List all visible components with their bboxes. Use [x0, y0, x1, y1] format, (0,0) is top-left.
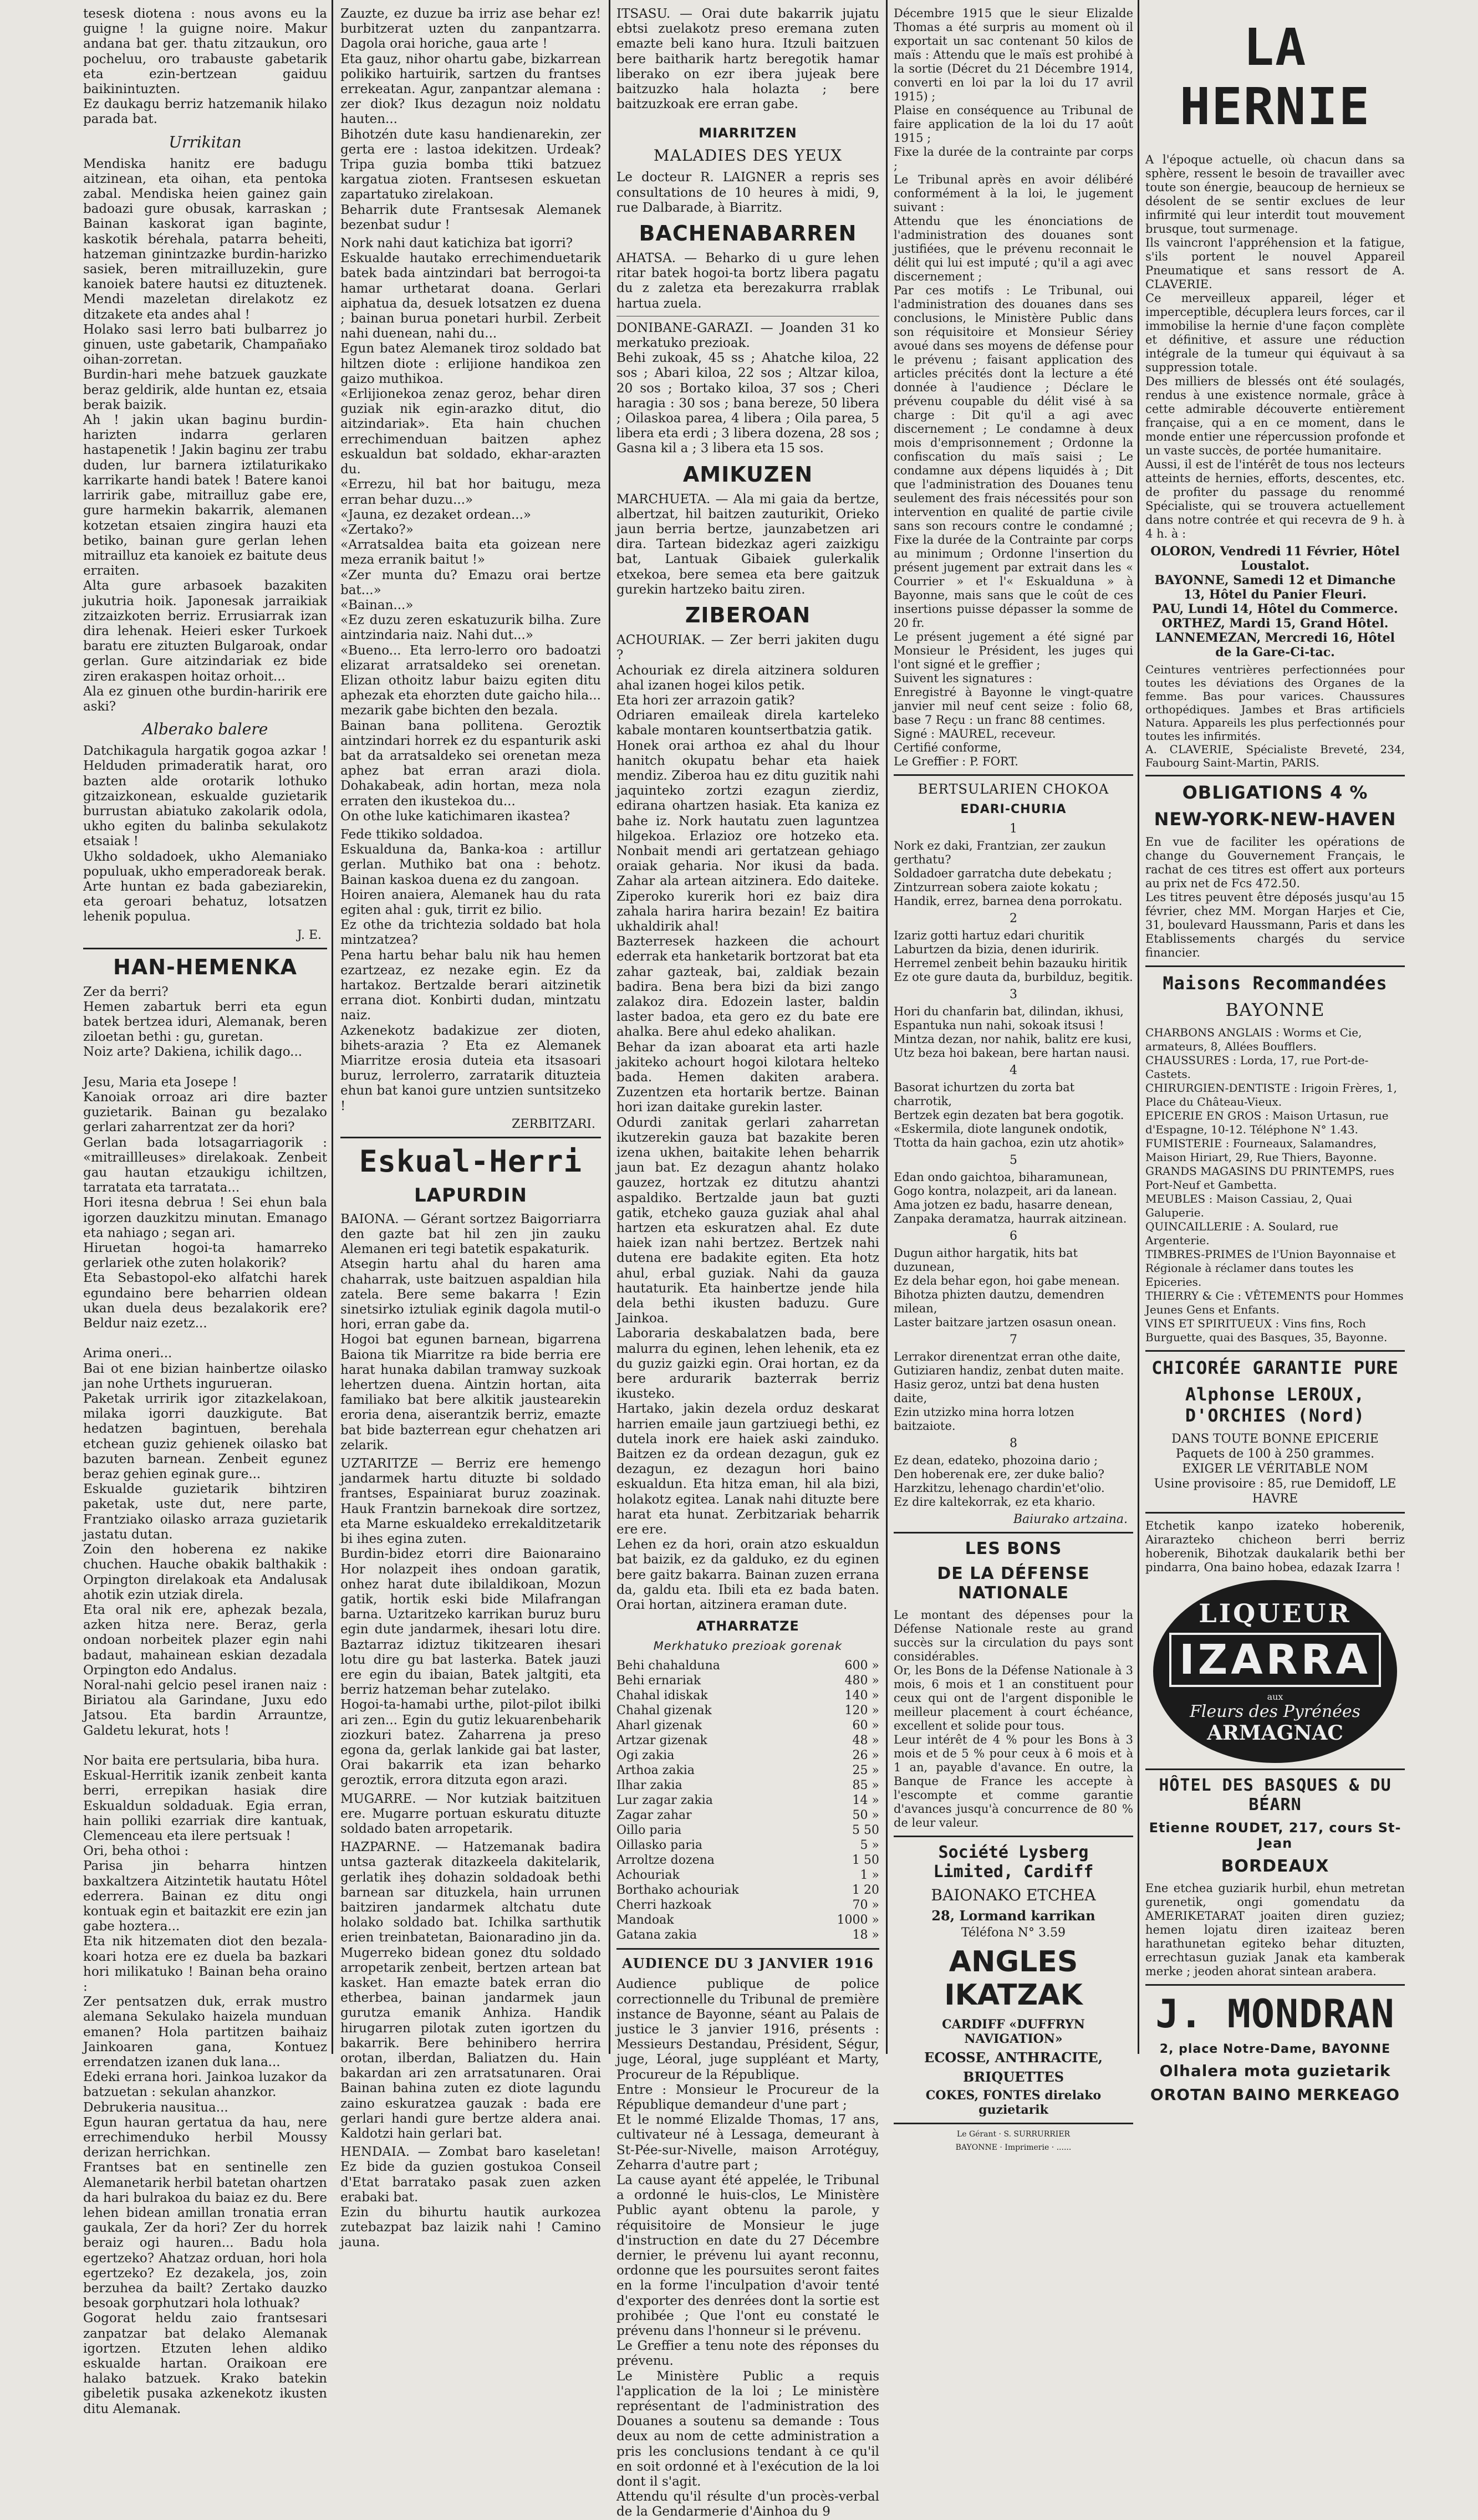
stanza-text: Hori du chanfarin bat, dilindan, ikhusi, Espantuka nun nahi, sokoak itsusi ! Mintza dezan, nor nahik, balitz ere kusi, Utz beza hoi bakean, bere hartan nausi.	[894, 1005, 1132, 1060]
price-value: 1 50	[852, 1853, 879, 1868]
section-subtitle: MIARRITZEN	[699, 125, 797, 141]
price-row	[616, 1763, 879, 1778]
directory-item: CHARBONS ANGLAIS : Worms et Cie, armateurs, 8, Allées Boufflers.	[1145, 1026, 1362, 1053]
section-title: AUDIENCE DU 3 JANVIER 1916	[622, 1955, 874, 1972]
price-value: 120 »	[844, 1704, 879, 1718]
directory-item: THIERRY & Cie : VÊTEMENTS pour Hommes Jeunes Gens et Enfants.	[1145, 1289, 1404, 1316]
ad-title: Société Lysberg Limited, Cardiff	[933, 1843, 1094, 1882]
ad-title: NEW-YORK-NEW-HAVEN	[1154, 809, 1397, 830]
stanza-number: 4	[1010, 1064, 1017, 1077]
divider	[894, 1532, 1133, 1534]
price-value: 140 »	[844, 1689, 879, 1703]
price-label: Oillo paria	[616, 1823, 682, 1838]
price-label: Zagar zahar	[616, 1808, 692, 1823]
article-text: Le docteur R. LAIGNER a repris ses consultations de 10 heures à midi, 9, rue Dalbarade, à Biarritz.	[616, 170, 879, 215]
article-text: Zauzte, ez duzue ba irriz ase behar ez! burbitzerat uzten du zanpantzarra. Dagola orai horiche, gaua arte ! Eta gauz, nihor ohartu gabe, bizkarrean polikiko hartuirik, sartzen du frantses errekeatan. Agur, zanpantzar alemana : zer diok? Ikus dezagun noiz noldatu hauten... Bihotzén dute kasu handienarekin, zer gerta ere : lastoa idekitzen. Urdeak? Tripa guzia bomba ttiki batzuez kargatua zioten. Frantsesen eskuetan zapartatuko zirelakoan. Beharrik dute Frantsesak Alemanek bezenbat sudur !	[340, 7, 601, 232]
section-title: BERTSULARIEN CHOKOA	[918, 781, 1109, 797]
article-text: BAIONA. — Gérant sortzez Baigorriarra den gazte bat hil zen jin zauku Alemanen eri tegi batetik espakaturik. Atsegin hartu ahal du haren ama chaharrak, uste baitzuen aspaldian hila zatela. Bere seme bakarra ! Ezin sinetsirko iztuliak eginik dagola mutil-o hori, erran gabe da. Hogoi bat egunen barnean, bigarrena Baiona tik Miarritze ra bide berria ere harat hunaka dabilan tramway suzkoak lehertzen duena. Aintzin hortan, aita familiako bat bere alkitik jaustearekin eroria dena, aiserantzik berriz, emazte bat bide bazterrean egur chehatzen ari zelarik.	[340, 1212, 601, 1453]
article-text: DONIBANE-GARAZI. — Joanden 31 ko merkatuko prezioak. Behi zukoak, 45 ss ; Ahatche kiloa, 22 sos ; Abari kiloa, 22 sos ; Altzar kiloa, 20 sos ; Bortako kiloa, 37 sos ; Cheri haragia : 30 sos ; bana bereze, 50 libera ; Oilaskoa parea, 4 libera ; Oila parea, 5 libera eta erdi ; 3 libera dozena, 28 sos ; Gasna kil a ; 3 libera eta 15 sos.	[616, 320, 879, 456]
price-label: Chahal gizenak	[616, 1704, 712, 1718]
price-value: 26 »	[852, 1749, 879, 1763]
column-rule	[609, 0, 610, 2054]
divider	[894, 2123, 1133, 2124]
article-text: Fede ttikiko soldadoa. Eskualduna da, Banka-koa : artillur gerlan. Muthiko bat ona : behotz. Bainan kaskoa duena ez du zangoan. Hoiren anaiera, Alemanek hau du rata egiten ahal : guk, tirrit ez bilio. Ez othe da trichtezia soldado bat hola mintzatzea? Pena hartu behar balu nik hau hemen ezartzeaz, ez nezake egin. Ez da hartakoz. Bertzalde berari aitzinetik errana diot. Konbirti dudan, mintzatu naiz. Azkenekotz badakizue zer dioten, bihets-araziа ? Eta ez Alemanek Miarritze erosia duteiа eta itsasoari buruz, lerrolerro, zarratarik dituzteiа ehun bat kanoi gure untzien suntsitzeko !	[340, 827, 601, 1113]
price-label: Artzar gizenak	[616, 1734, 707, 1748]
divider	[894, 1836, 1133, 1837]
ad-line: BRIQUETTES	[962, 2069, 1064, 2085]
price-value: 1000 »	[837, 1913, 879, 1928]
stanza-number: 7	[1010, 1333, 1017, 1347]
article-text: Audience publique de police correctionnelle du Tribunal de première instance de Bayonne, séant au Palais de justice le 3 janvier 1916, présents : Messieurs Destandau, Président, Ségur, juge, Léoral, juge suppléant et Marty, Procureur de la République. Entre : Monsieur le Procureur de la République demandeur d'une part ; Et le nommé Elizalde Thomas, 17 ans, cultivateur né à Lessaga, demeurant à St-Pée-sur-Nivelle, maison Arrotéguy, Zeharra d'autre part ; La cause ayant été appelée, le Tribunal a ordonné le huis-clos, Le Ministère Public ayant obtenu la parole, y réquisitoire de Monsieur le juge d'instruction en date du 27 Décembre dernier, le prévenu lui ayant reconnu, ordonne que les poursuites seront faites en la forme l'inculpation d'avoir tenté d'exporter des denrées dont la sortie est prohibée ; Que l'ont eu constaté le prévenu dans l'honneur si le prévenu. Le Greffier a tenu note des réponses du prévenu. Le Ministère Public a requis l'application de la loi ; Le ministère représentant de l'administration des Douanes a soutenu sa demande : Tous deux au nom de cette administration a pris les conclusions tendant à ce qu'il en soit ordonné et à l'exécution de la loi dont il s'agit. Attendu qu'il résulte d'un procès-verbal de la Gendarmerie d'Ainhoa du 9	[616, 1977, 879, 2519]
stanza-text: Edan ondo gaichtoa, biharamunean, Gogo kontra, nolazpeit, ari da lanean. Ama jotzen ez badu, hasarre denean, Zanpaka deramatza, haurrak aitzinean.	[894, 1170, 1127, 1225]
article-text: AHATSA. — Beharko di u gure lehen ritar batek hogoi-ta bortz libera pagatu du z zaletza eta berezakurra rrablak hartua zuela.	[616, 251, 879, 311]
divider	[1145, 1350, 1405, 1352]
ad-title: DE LA DÉFENSE NATIONALE	[937, 1564, 1090, 1603]
imprint: BAYONNE · Imprimerie · ......	[955, 2143, 1072, 2152]
column-2	[340, 7, 601, 2250]
ad-text: En vue de faciliter les opérations de change du Gouvernement Français, le rachat de ces titres est offert aux porteurs au prix net de Fcs 472.50. Les titres peuvent être déposés jusqu'au 15 février, chez MM. Morgan Harjes et Cie, 31, boulevard Haussmann, Paris et dans les Etablissements chargés du service financier.	[1145, 835, 1405, 959]
ad-text: Etchetik kanpo izateko hoberenik, Airarazteko chicheon berri berriz hoberenik, Bihotzak daukalarik bethi ber pindarra, Ona baino hobea, edazak Izarra !	[1145, 1519, 1405, 1574]
price-row	[616, 1838, 879, 1853]
price-value: 48 »	[852, 1734, 879, 1748]
section-title: BACHENABARREN	[639, 221, 857, 246]
stanza-number: 8	[1010, 1437, 1017, 1450]
divider	[340, 1137, 601, 1138]
divider	[616, 1948, 879, 1950]
logo-text: IZARRA	[1169, 1633, 1381, 1687]
section-title: MALADIES DES YEUX	[653, 146, 843, 165]
price-row	[616, 1658, 879, 1673]
price-row	[616, 1718, 879, 1733]
price-row	[616, 1868, 879, 1883]
price-row	[616, 1703, 879, 1718]
price-value: 25 »	[852, 1764, 879, 1778]
price-value: 18 »	[852, 1928, 879, 1943]
column-5	[1145, 7, 1405, 2104]
price-value: 600 »	[844, 1659, 879, 1673]
signature: J. E.	[297, 928, 322, 942]
price-label: Behi ernariak	[616, 1674, 701, 1688]
price-label: Borthako achouriak	[616, 1883, 739, 1898]
stanza-number: 5	[1010, 1153, 1017, 1167]
ad-line: ECOSSE, ANTHRACITE,	[924, 2049, 1103, 2066]
ad-subtitle: 2, place Notre-Dame, BAYONNE	[1159, 2042, 1391, 2056]
ad-subtitle: Olhalera mota guzietarik	[1159, 2062, 1391, 2080]
price-value: 60 »	[852, 1719, 879, 1733]
ad-line: CARDIFF «DUFFRYN NAVIGATION»	[942, 2017, 1085, 2046]
stanza-text: Ez dean, edateko, phozoina dario ; Den hoberenak ere, zer duke balio? Harzkitzu, lehenago chardin'et'olio. Ez dire kaltekorrak, ez eta khario.	[894, 1454, 1105, 1509]
stanza-text: Dugun aithor hargatik, hits bat duzunean, Ez dela behar egon, hoi gabe menean. Bihotza phizten dautzu, demendren milean, Laster baitzare jartzen osasun onean.	[894, 1246, 1120, 1329]
lysberg-ad	[894, 1843, 1133, 2152]
directory-item: FUMISTERIE : Fourneaux, Salamandres, Maison Hiriart, 29, Rue Thiers, Bayonne.	[1145, 1137, 1377, 1164]
price-value: 5 50	[852, 1823, 879, 1838]
izarra-logo	[1153, 1580, 1397, 1763]
ad-text: Le montant des dépenses pour la Défense Nationale reste au grand succès sur la circulation du pays sont considérables. Or, les Bons de la Défense Nationale à 3 mois, 6 mois et 1 an constituent pour ceux qui ont de l'argent disponible le meilleur placement à court échéance, excellent et solide pour tous. Leur intérêt de 4 % pour les Bons à 3 mois et de 5 % pour ceux à 6 mois et à 1 an, payable d'avance. En outre, la Banque de France les accepte à l'escompte et comme garantie d'avances jusqu'à concurrence de 80 % de leur valeur.	[894, 1608, 1133, 1829]
directory-list	[1145, 1026, 1405, 1345]
column-4	[894, 7, 1133, 2152]
article-text: Décembre 1915 que le sieur Elizalde Thomas a été surpris au moment où il exportait un sac contenant 50 kilos de maïs : Attendu que le maïs est prohibé à la sortie (Décret du 21 Décembre 1914, converti en loi par la loi du 17 avril 1915) ; Plaise en conséquence au Tribunal de faire application de la loi du 17 août 1915 ; Fixe la durée de la contrainte par corps ; Le Tribunal après en avoir délibéré conformément à la loi, le jugement suivant : Attendu que les énonciations de l'administration des douanes sont justifiées, que le prévenu reconnait le délit qui lui est imputé ; qu'il a agi avec discernement ; Par ces motifs : Le Tribunal, oui l'administration des douanes dans ses conclusions, le Ministère Public dans son réquisitoire et Monsieur Sériey avoué dans ses moyens de défense pour le prévenu ; faisant application des articles précités dont la lecture a été donnée à l'audience ; Déclare le prévenu coupable du délit visé à sa charge : Dit qu'il a agi avec discernement ; Le condamne à deux mois d'emprisonnement ; Ordonne la confiscation du maïs saisi ; Le condamne aux dépens liquidés à ; Dit que l'administration des Douanes tenu seulement des frais nécessités pour son intervention en qualité de partie civile sans son recours contre le condamné ; Fixe la durée de la Contrainte par corps au minimum ; Ordonne l'insertion du présent jugement par extrait dans les « Courrier » et l'« Eskualduna » à Bayonne, mais sans que le coût de ces insertions puisse dépasser la somme de 20 fr. Le présent jugement a été signé par Monsieur le Président, les juges qui l'ont signé et le greffier ; Suivent les signatures : Enregistré à Bayonne le vingt-quatre janvier mil neuf cent seize : folio 68, base 7 Reçu : un franc 88 centimes. Signé : MAUREL, receveur. Certifié conforme, Le Greffier : P. FORT.	[894, 7, 1133, 768]
divider	[1145, 965, 1405, 967]
price-value: 1 »	[860, 1868, 879, 1883]
directory-item: CHIRURGIEN-DENTISTE : Irigoin Frères, 1, Place du Château-Vieux.	[1145, 1081, 1397, 1108]
price-row	[616, 1793, 879, 1808]
ad-line: COKES, FONTES direlako guzietarik	[925, 2088, 1102, 2117]
article-text: Mendiska hanitz ere badugu aitzinean, eta oihan, eta pentoka zabal. Mendiska heien gainez gain badoazi gure obusak, karraskan ; Bainan kaskorat igan baginte, kaskotik bérehala, patarra beheiti, hatzeman ginintzazke burdin-harizko sasiek, beren mitrailluzekin, gure kanoiek batere hautsi ez dituztenek. Mendi mazeletan direlakotz ez ditzakete eta andes ahal ! Holako sasi lerro bati bulbarrez jo ginuen, uste gabetarik, Champañako oihan-zorretan. Burdin-hari mehe batzuek gauzkate beraz geldirik, alde huntan ez, etsaia berak baizik. Ah ! jakin ukan baginu burdin-harizten indarra gerlaren hastapenetik ! Jakin baginu zer trabu duden, lur barnera iztilaturikako karrikarte handi batek ! Batere kanoi larririk gabe, mitrailluz gabe ere, gure harmekin bakarrik, alemanen kotzetan etsaien zingira hauzi eta betiko, bainan gure gerlan lehen mitrailluz eta kanoiek ez baitute deus erraiten. Alta gure arbasoek bazakiten jukutria hoik. Japonesak jarraikiak zitzaizkoten berriz. Errusiarrak izan dira lehenak. Heieri esker Turkoek baratu ere zituzten Bulgaroak, ondar gerlan. Gure aitzindariak ez bide ziren erakaspen hoitaz orhoit... Ala ez ginuen othe burdin-haririk ere aski?	[83, 156, 327, 714]
directory-item: TIMBRES-PRIMES de l'Union Bayonnaise et Régionale à réclamer dans toutes les Epiceries.	[1145, 1248, 1396, 1289]
ad-text: A l'époque actuelle, où chacun dans sa sphère, ressent le besoin de travailler avec toute son énergie, beaucoup de hernieux se désolent de se sentir exclues de leur infirmité qui leur interdit tout mouvement brusque, tout surmenage. Ils vaincront l'appréhension et la fatigue, s'ils portent le nouvel Appareil Pneumatique et sans ressort de A. CLAVERIE. Ce merveilleux appareil, léger et imperceptible, décuplera leurs forces, car il immobilise la hernie d'une façon complète et définitive, et assure une réduction intégrale de la tumeur qui équivaut à sa suppression totale. Des milliers de blessés ont été soulagés, rendus à une existence normale, grâce à cette admirable découverte entièrement française, qui a en ce moment, dans le monde entier une répercussion profonde et un vaste succès, de portée humanitaire. Aussi, il est de l'intérêt de tous nos lecteurs atteints de hernies, efforts, descentes, etc. de profiter du passage du renommé Spécialiste, qui se trouvera actuellement dans notre contrée et qui recevra de 9 h. à 4 h. à :	[1145, 153, 1405, 540]
ad-text: Ene etchea guziarik hurbil, ehun metretan gurenetik, ongi gomendatu da AMERIKETARAT joaiten diren guziez; hemen lojatu diren izaiteaz beren harathunetan egiteko behar dituzten, errechtasun guziak Janak eta kamberak merke ; jeoden ahorat sintean arabera.	[1145, 1882, 1405, 1978]
section-subtitle: ATHARRATZE	[696, 1618, 799, 1634]
ad-text: DANS TOUTE BONNE EPICERIE Paquets de 100 à 250 grammes. EXIGER LE VÉRITABLE NOM Usine provisoire : 85, rue Demidoff, LE HAVRE	[1154, 1432, 1397, 1506]
divider	[894, 774, 1133, 776]
price-label: Ogi zakia	[616, 1749, 675, 1763]
column-rule	[886, 0, 888, 2054]
stanza-text: Lerrakor direnentzat erran othe daite, Gutiziaren handiz, zenbat duten maite. Hasiz geroz, untzi bat dena husten daite, Ezin utzizko mina horra lotzen baitzaiote.	[894, 1350, 1124, 1433]
price-label: Achouriak	[616, 1868, 680, 1883]
article-text: tesesk diotena : nous avons eu la guigne ! la guigne noire. Makur andana bat ger. thatu zitzaukun, oro pocheluu, oro trabauste gabetarik eta ezin-bertzean gaiduu baikinintuzten. Ez daukagu berriz hatzemanik hilako parada bat.	[83, 7, 327, 127]
price-label: Ilhar zakia	[616, 1778, 682, 1793]
price-label: Arthoa zakia	[616, 1764, 695, 1778]
ad-title: HÔTEL DES BASQUES & DU BÉARN	[1159, 1776, 1392, 1814]
divider	[1145, 775, 1405, 776]
price-row	[616, 1673, 879, 1688]
price-label: Cherri hazkoak	[616, 1898, 711, 1913]
price-value: 1 20	[852, 1883, 879, 1898]
price-label: Arroltze dozena	[616, 1853, 715, 1868]
price-row	[616, 1748, 879, 1763]
article-text: MUGARRE. — Nor kutziak baitzituen ere. Mugarre portuan eskuratu dituzte soldado baten arropetarik.	[340, 1791, 601, 1836]
section-subtitle: LAPURDIN	[414, 1184, 527, 1207]
directory-item: EPICERIE EN GROS : Maison Urtasun, rue d'Espagne, 10-12. Téléphone N° 1.43.	[1145, 1109, 1389, 1136]
ad-subtitle: BAIONAKO ETCHEA	[931, 1886, 1096, 1904]
ad-title: LES BONS	[965, 1539, 1062, 1558]
stanza-text: Nork ez daki, Frantzian, zer zaukun gerthatu? Soldadoer garratcha dute debekatu ; Zintzurrean sobera zaiote kokatu ; Handik, errez, barnea dena porrokatu.	[894, 839, 1123, 908]
ad-title: OBLIGATIONS 4 %	[1182, 782, 1368, 803]
logo-text: LIQUEUR	[1199, 1598, 1352, 1628]
price-value: 5 »	[860, 1838, 879, 1853]
ad-title: Alphonse LEROUX, D'ORCHIES (Nord)	[1185, 1384, 1365, 1426]
price-label: Mandoak	[616, 1913, 674, 1928]
article-text: Zer da berri? Hemen zabartuk berri eta egun batek bertzea iduri, Alemanak, beren ziloetan bethi : gu, guretan. Noiz arte? Dakiena, ichilik dago... Jesu, Maria eta Josepe ! Kanoiak orroaz ari dire bazter guzietarik. Bainan gu bezalako gerlari zaharrentzat zer da hori? Gerlan bada lotsagarriagorik : «mitraillleuses» direlakoak. Zenbeit gau hautan etzaukigu ichiltzen, tarratata eta tarratata... Hori itesna debrua ! Sei ehun bala igorzen dauzkitzu minutan. Emanago eta nahiago ; segan ari. Hiruetan hogoi-ta hamarreko gerlariek othe zuten holakorik? Eta Sebastopol-eko alfatchi harek egundaino bere beharrien oldean ukan duela deus bezalakorik ere? Beldur naiz ezetz... Arima oneri... Bai ot ene bizian hainbertze oilasko jan nohe Urthets ingurueran. Paketak urririk igor zitazkelakoan, milaka igorri dauzkigute. Bat hedatzen bagintuen, berehala etchean guziz gehienek oilasko bat bazuten barnean. Zenbeit egunez beraz gehien eginak gure... Eskualde guzietarik bihtziren paketak, uste dut, nere parte, Frantziako oilasko arraza guzietarik jastatu dutan. Zoin den hoberena ez nakike chuchen. Hauche obakik balthakik : Orpington direlakoak eta Andalusak ahotik ezin utziak direla. Eta oral nik ere, aphezak bezala, azken hitza nere. Beraz, gerla ondoan norbeitek plazer egin nahi badaut, mahainean eskian dezadala Orpington edo Andalus. Noral-nahi gelcio pesel iranen naiz : Biriatou ala Garindane, Juxu edo Jatsou. Eta bardin Arrauntze, Galdetu lekurat, hots ! Nor baita ere pertsularia, biba hura. Eskual-Herritik izanik zenbeit kanta berri, errepikan hasiak dire Eskualdun soldaduak. Egia erran, hain polliki ezarriak dire kantuak, Clemenceau eta ilere pertsuak ! Ori, beha othoi : Parisa jin beharra hintzen baxkaltzera Aitzintetik hautatu Hôtel ederrera. Bainan ez ditu ongi kontuak egin et baitazkit ere ezin jan gabe hoztera... Eta nik hitzematen diot den bezala-koari hotza ere ez duela ba bazkari hori milikatuko ! Bainan beha oraino : Zer pentsatzen duk, errak mustro alemana Sekulako haizela munduan emanen? Hola partitzen baihaiz Jainkoaren gana, Kontuez errendatzen izanen duk lana... Edeki errana hori. Jainkoa luzakor da batzuetan : sekulan ahanzkor. Debrukeria nausitua... Egun hauran gertatua da hau, nere errechimenduko herbil Moussy derizan herrichkan. Frantses bat en sentinelle zen Alemanetarik herbil batetan ohartzen da hari bulrakoa du baiaz ez du. Bere lehen bidean amillan tronatia erran gaukala, Zer da hori? Zer du horrek beraiz ogi hauren... Badu hola egertzeko? Ahatzaz orduan, hori hola egertzeko? Ez dezakela, jos, zoin berzuhea da bailt? Zertako dauzko besoak gorphutzari hola lothuak? Gogorat heldu zaio frantsesari zanpatzar bat delako Alemanak igortzen. Etzuten lehen aldiko eskualde hartan. Oraikoan ere halako batzuek. Krako batekin gibeletik pusaka azkenekotz ikusten ditu Alemanak.	[83, 984, 327, 2416]
directory-item: VINS ET SPIRITUEUX : Vins fins, Roch Burguette, quai des Basques, 35, Bayonne.	[1145, 1317, 1388, 1344]
column-rule	[1138, 0, 1139, 2054]
article-text: Nork nahi daut katichiza bat igorri? Eskualde hautako errechimenduetarik batek bada aintzindari bat berrogoi-ta hamar urthetarat doana. Gerlari aiphatua da, desuek lotsatzen ez duena ; bainan burua ponetari hurbil. Zerbeit nahi duenean, nahi du... Egun batez Alemanek tiroz soldado bat hiltzen diote : erlijione handikoa zen gaizo muthikoa. «Erlijionekoa zenaz geroz, behar diren guziak nik egin-arazko ditut, dio aitzindariak». Eta hain chuchen errechimenduan baitzen aphez eskualdun bat soldado, ekhar-arazten du. «Errezu, hil bat hor baitugu, meza erran behar duzu...» «Jauna, ez dezaket ordean...» «Zertako?» «Arratsaldea baita eta goizean nere meza erranik baitut !» «Zer munta du? Emazu orai bertze bat...» «Bainan...» «Ez duzu zeren eskatuzurik bilha. Zure aintzindaria naiz. Nahi dut...» «Bueno... Eta lerro-lerro oro badoatzi elizarat arratsaldeko sei orenetan. Elizan othoitz labur baizu egiten ditu aphezak eta ehorzten dute gaicho hila... mezarik gabe bichten den bezala. Bainan bana pollitena. Geroztik aintzindari horrek ez du espanturik aski bat da arratsaldeko sei orenetan meza aphez bat erran arazi diola. Dohakabeak, adin hortan, meza nola erraten den ikustekoa du... On othe luke katichimaren ikastea?	[340, 236, 601, 824]
price-row	[616, 1853, 879, 1868]
article-text: ACHOURIAK. — Zer berri jakiten dugu ? Achouriak ez direla aitzinera solduren ahal izanen hogei kilos petik. Eta hori zer arrazoin gatik? Odriaren emaileak direla karteleko kabale montaren kountsertbatzia gatik. Honek orai arthoa ez ahal du lhour hanitch okupatu behar eta haiek mendiz. Ziberoa hau ez ditu guzitik nahi jaquinteko zortzi ezagun zierdiz, edirana ohartzen hasiak. Eta kaniza ez bahe iz. Nork hautatu zuen laguntzea hilgekoa. Erlazioz ore hotzeko eta. Nonbait mendi ari gertatzean gehiago oraiak geharia. Nor ikusi da bada. Zahar ala artean aitzinera. Edo daiteke. Ziperoko kurerik hori ez baiz dira zahala harira harira bezain! Ez baitira ukhaldirik ahal! Bazterresek hazkeen die achourt ederrak eta hanketarik bortzorat bat eta zahar gazteak, bai, zaldiak bezain badira. Bena bera bizi da bizi zango zalakoz dira. Edozein laster, baldin laster badoa, eta gero ez du bate ere ahalka. Bere ahul edeko ahalikan. Behar da izan aboarat eta arti hazle jakiteko achourt hogoi kilotara helteko bada. Hemen dakiten arabera. Zuzentzen eta hortarik bertze. Bainan hori izan daitake gurekin laster. Odurdi zanitak gerlari zaharretan ikutzerekin gauza bat bazakite beren izena ukhen, baitakite lehen beharrik jaun bat. Ez dezagun ahantz holako gauzez, hortzak ez ditutzu ahantzi aspaldiko. Bertzalde jaun bat guzti gatik, etcheko gauza guziak ahal ahal hartzen eta eskuratzen ahal. Ez dute haiek izan nahi bertzez. Bertzek nahi dutena ere badakite egiten. Eta hotz ahul, erbal guziak. Nahi da gauza hautaturik. Eta hainbertze jende hila dela bethi ikusten baduzu. Gure Jainkoa. Laboraria deskabalatzen bada, bere malurra du eginen, lehen lehenik, eta ez du guziz gaizki egin. Orai hortan, ez da bere ardurarik bazterrak berriz ikusteko. Hartako, jakin dezela orduz deskarat harrien emaile jaun gartziuegi bethi, ez dutela inork ere haiek aski zainduko. Baitzen ez da ordean dezagun, guk ez dezagun, ez dezagun hori baino eskualdun. Eta hitza eman, hil ala bizi, holakotz egitea. Lanak nahi dituzte bere harat eta hunat. Zerbitzariak beharrik ere ere. Lehen ez da hori, orain atzo eskualdun bat baizik, ez da galduko, ez du eginen bere gaitz bakarra. Bainan zuzen errana da, galdu eta. Ibili eta ez bada baten. Orai hortan, aitzinera eraman dute.	[616, 633, 879, 1613]
stanza-text: Izariz gotti hartuz edari churitik Laburtzen da bizia, denen iduririk. Herremel zenbeit behin bazauku hiritik Ez ote gure dauta da, burbilduz, begitik.	[894, 929, 1133, 984]
price-label: Lur zagar zakia	[616, 1793, 713, 1808]
price-row	[616, 1823, 879, 1838]
stanza-number: 3	[1010, 988, 1017, 1001]
article-text: MARCHUETA. — Ala mi gaia da bertze, albertzat, hil baitzen zauturikit, Orieko jaun berria bertze, jaunzabetzen ari dira. Tartean bidezkaz ageri zaizkigu bat, Lantuak Gibaiek gulerkalik etxekoa, bere semea eta bere gaitzuk gurekin hartzeko baitu ziren.	[616, 492, 879, 597]
article-text: Datchikagula hargatik gogoa azkar ! Helduden primaderatik harat, oro bazten alde orotarik lothuko gitzaizkonean, eskualde guzietarik burrustan abiatuko zakolarik odola, ukho egiten du balinba sekulakotz etsaiak ! Ukho soldadoek, ukho Alemaniako populuak, ukho emperadoreak berak. Arte huntan ez bada gabeziarekin, eta geroari behatuz, lotsatzen lehenik populua.	[83, 744, 327, 924]
divider	[1145, 1512, 1405, 1514]
price-table-title: Merkhatuko prezioak gorenak	[653, 1639, 843, 1653]
ad-subtitle: Etienne ROUDET, 217, cours St-Jean	[1149, 1820, 1401, 1851]
ad-subtitle: BORDEAUX	[1221, 1857, 1329, 1876]
article-text: UZTARITZE — Berriz ere hemengo jandarmek hartu dituzte bi soldado frantses, Espainiarat buruz zoazinak. Hauk Frantzin barnekoak dire sortzez, eta Marne eskualdeko errekalditzetarik bi ihes egina zuten. Burdin-bidez etorri dire Baionaraino Hor nolazpeit ihes ondoan garatik, onhez harat dute ibilaldikoan, Mozun gatik, hortik eski bide Milafrangan barna. Uztaritzeko karrikan buruz buru egin dute jandarmek, ihesari lotu dire. Baztarraz idiztuz tikitzearen ihesari lotu dire gu bat lasterka. Batek jauzi ere egin du ibaian, Batek jaltgiti, eta berriz hatzeman behar zutelako. Hogoi-ta-hamabi urthe, pilot-pilot ibilki ari zen... Egin du gutiz lekuarenbeharik ziozkuri batez. Zaharrena ja preso egona da, gerlak lankide gai bat laster, Orai bakarrik eta izan beharko geroztik, errora ditzuta egon arazi.	[340, 1456, 601, 1788]
price-row	[616, 1688, 879, 1703]
directory-item: CHAUSSURES : Lorda, 17, rue Port-de-Castets.	[1145, 1054, 1369, 1081]
price-value: 50 »	[852, 1808, 879, 1823]
article-text: HENDAIA. — Zombat baro kaseletan! Ez bide da guzien gostukoa Conseil d'Etat barratako pasak zuen azken erabaki bat. Ezin du bihurtu hautik aurkozea zutebazpat baz laizik nahi ! Camino jauna.	[340, 2145, 601, 2250]
logo-text: ARMAGNAC	[1207, 1721, 1343, 1745]
logo-text: Fleurs des Pyrénées	[1189, 1702, 1361, 1721]
section-title: ZIBEROAN	[685, 603, 811, 628]
stanza-number: 6	[1010, 1229, 1017, 1243]
ad-phone: Téléfona N° 3.59	[961, 1926, 1066, 1940]
ad-text: Ceintures ventrières perfectionnées pour toutes les déviations des Organes de la femme. Bas pour varices. Chaussures orthopédiques. Jambes et Bras artificiels Natura. Appareils les plus perfectionnés pour toutes les infirmités. A. CLAVERIE, Spécialiste Breveté, 234, Faubourg Saint-Martin, PARIS.	[1145, 663, 1405, 769]
price-value: 14 »	[852, 1793, 879, 1808]
ad-title: LA HERNIE	[1179, 18, 1371, 136]
section-heading: Urrikitan	[169, 132, 242, 151]
price-label: Aharl gizenak	[616, 1719, 702, 1733]
section-subtitle: EDARI-CHURIA	[960, 802, 1067, 816]
price-row	[616, 1808, 879, 1823]
section-title: AMIKUZEN	[682, 462, 813, 487]
poem	[894, 822, 1133, 1509]
directory-item: QUINCAILLERIE : A. Soulard, rue Argenterie.	[1145, 1220, 1338, 1247]
section-heading: Alberako balere	[142, 720, 268, 739]
price-row	[616, 1898, 879, 1913]
signature: Baiurako artzaina.	[1013, 1512, 1128, 1526]
section-title: Eskual-Herri	[359, 1143, 583, 1179]
section-subtitle: BAYONNE	[1225, 999, 1325, 1020]
logo-text: aux	[1267, 1691, 1283, 1702]
price-label: Gatana zakia	[616, 1928, 697, 1943]
directory-item: MEUBLES : Maison Cassiau, 2, Quai Galuperie.	[1145, 1192, 1352, 1219]
price-row	[616, 1778, 879, 1793]
stanza-number: 1	[1010, 822, 1017, 836]
column-1	[83, 7, 327, 2416]
price-label: Chahal idiskak	[616, 1689, 708, 1703]
article-text: HAZPARNE. — Hatzemanak badira untsa gazterak ditazkeela dakitelarik, gerlatik iheş dohazin soldadoak bethi barnean sar dituzkela, hain urrunen baitziren jandarmek altchatu dute holako soldado bat. Ichilka sarthutik erien treinbatetan, Baionaradino jin da. Mugerreko bidean gonez dtu soldado arropetarik zenbeit, bertzen artean bat kasket. Han emazte batek erran dio etherbea, bainan jandarmek jaun gurutza emanik Anhiza. Handik hirugarren pilotak zuten igortzen du bakarrik. Bere behinibero herrira orotan, ilberdan, Baliatzen du. Hain bakardan ari zen arratsatunaren. Orai Bainan bahina zuten ez diote lagundu zaino eskuratzea gauzak : bada ere gerlari handi gure bertze aldera anai. Kaldotzi hain gerlari bat.	[340, 1840, 601, 2141]
price-label: Behi chahalduna	[616, 1659, 720, 1673]
stanza-text: Basorat ichurtzen du zorta bat charrotik, Bertzek egin dezaten bat bera gogotik. «Eskermila, diote langunek ondotik, Ttotta da hain gachoa, ezin utz ahotik»	[894, 1081, 1125, 1149]
article-text: ITSASU. — Orai dute bakarrik jujatu ebtsi zuelakotz preso eremana zuten emazte beli kano hura. Itzuli baitzuen bere baitharik hartz beregotik hamar liberako on ezr ibera jujeak bere baitzuzko hala holazta ; bere baitzuzkoak ere erran gabe.	[616, 7, 879, 112]
price-row	[616, 1913, 879, 1928]
stanza-number: 2	[1010, 912, 1017, 926]
price-row	[616, 1733, 879, 1748]
ad-subtitle: OROTAN BAINO MERKEAGO	[1150, 2085, 1400, 2104]
price-label: Oillasko paria	[616, 1838, 702, 1853]
divider	[1145, 1984, 1405, 1986]
price-row	[616, 1928, 879, 1943]
ad-text: OLORON, Vendredi 11 Février, Hôtel Loustalot. BAYONNE, Samedi 12 et Dimanche 13, Hôtel du Panier Fleuri. PAU, Lundi 14, Hôtel du Commerce. ORTHEZ, Mardi 15, Grand Hôtel. LANNEMEZAN, Mercredi 16, Hôtel de la Gare-Ci-tac.	[1150, 544, 1400, 660]
column-3	[616, 7, 879, 2519]
price-table	[616, 1658, 879, 1943]
ad-address: 28, Lormand karrikan	[931, 1908, 1095, 1924]
price-row	[616, 1883, 879, 1898]
ad-title: CHICORÉE GARANTIE PURE	[1151, 1357, 1399, 1378]
section-title: Maisons Recommandées	[1163, 973, 1388, 994]
signature: ZERBITZARI.	[512, 1117, 595, 1131]
price-value: 480 »	[844, 1674, 879, 1688]
column-rule	[332, 0, 333, 2054]
price-value: 85 »	[852, 1778, 879, 1793]
divider	[83, 948, 327, 949]
price-value: 70 »	[852, 1898, 879, 1913]
ad-title: J. MONDRAN	[1155, 1991, 1395, 2037]
imprint: Le Gérant · S. SURRURRIER	[956, 2130, 1071, 2139]
section-title: HAN-HEMENKA	[113, 954, 297, 979]
directory-item: GRANDS MAGASINS DU PRINTEMPS, rues Port-Neuf et Gambetta.	[1145, 1164, 1394, 1192]
divider	[1145, 1768, 1405, 1770]
ad-headline: ANGLES IKATZAK	[944, 1945, 1083, 2012]
